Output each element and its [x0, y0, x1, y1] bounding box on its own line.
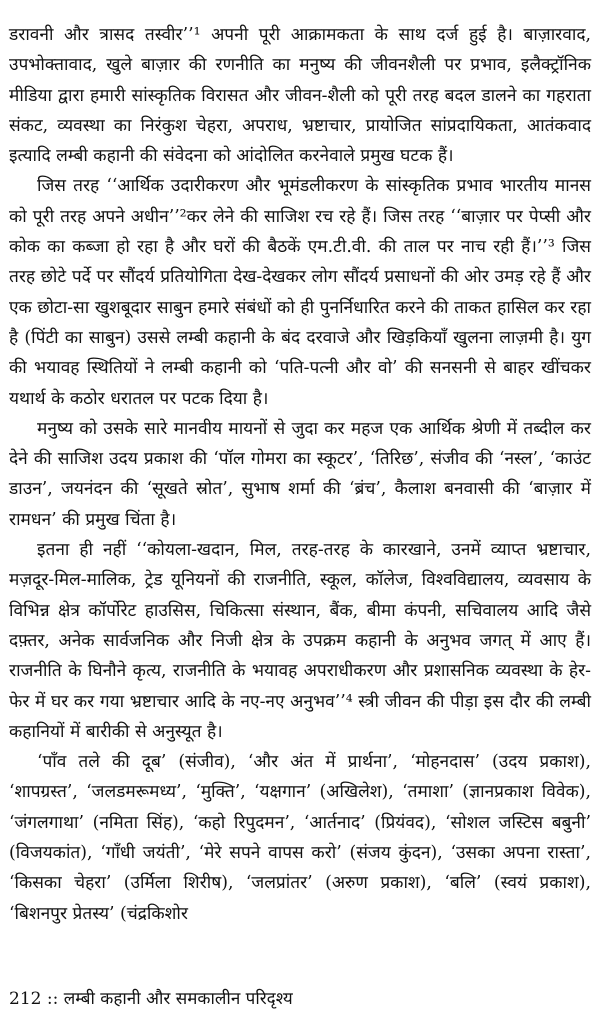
page-number: 212 — [9, 989, 42, 1009]
page-footer — [9, 987, 293, 1011]
paragraph-4: इतना ही नहीं ‘‘कोयला-खदान, मिल, तरह-तरह के कारखाने, उनमें व्याप्त भ्रष्टाचार, मज़दूर-मिल-मालिक, ट्रेड यूनियनों की राजनीति, स्कूल, कॉलेज, विश्वविद्यालय, व्यवसाय के विभिन्न क्षेत्र कॉर्पोरेट हाउसिस, चिकित्सा संस्थान, बैंक, बीमा कंपनी, सचिवालय आदि जैसे दफ़्तर, अनेक सार्वजनिक और निजी क्षेत्र के उपक्रम कहानी के अनुभव जगत् में आए हैं। राजनीति के घिनौने कृत्य, राजनीति के भयावह अपराधीकरण और प्रशासनिक व्यवस्था के हेर-फेर में घर कर गया भ्रष्टाचार आदि के नए-नए अनुभव’’⁴ स्त्री जीवन की पीड़ा इस दौर की लम्बी कहानियों में बारीकी से अनुस्यूत है। — [9, 540, 591, 742]
paragraph-1: डरावनी और त्रासद तस्वीर’’¹ अपनी पूरी आक्रामकता के साथ दर्ज हुई है। बाज़ारवाद, उपभोक्तावाद, खुले बाज़ार की रणनीति का मनुष्य की जीवनशैली पर प्रभाव, इलैक्ट्रॉनिक मीडिया द्वारा हमारी सांस्कृतिक विरासत और जीवन-शैली को पूरी तरह बदल डालने का गहराता संकट, व्यवस्था का निरंकुश चेहरा, अपराध, भ्रष्टाचार, प्रायोजित सांप्रदायिकता, आतंकवाद इत्यादि लम्बी कहानी की संवेदना को आंदोलित करनेवाले प्रमुख घटक हैं। — [9, 25, 591, 167]
footer-separator: :: — [46, 989, 59, 1009]
paragraph-2: जिस तरह ‘‘आर्थिक उदारीकरण और भूमंडलीकरण के सांस्कृतिक प्रभाव भारतीय मानस को पूरी तरह अपने अधीन’’²कर लेने की साजिश रच रहे हैं। जिस तरह ‘‘बाज़ार पर पेप्सी और कोक का कब्जा हो रहा है और घरों की बैठकें एम.टी.वी. की ताल पर नाच रही हैं।’’³ जिस तरह छोटे पर्दे पर सौंदर्य प्रतियोगिता देख-देखकर लोग सौंदर्य प्रसाधनों की ओर उमड़ रहे हैं और एक छोटा-सा खुशबूदार साबुन हमारे संबंधों को ही पुनर्निधारित करने की ताकत हासिल कर रहा है (पिंटी का साबुन) उससे लम्बी कहानी के बंद दरवाजे और खिड़कियाँ खुलना लाज़मी है। युग की भयावह स्थितियों ने लम्बी कहानी को ‘पति-पत्नी और वो’ की सनसनी से बाहर खींचकर यथार्थ के कठोर धरातल पर पटक दिया है। — [9, 176, 591, 409]
paragraph-3: मनुष्य को उसके सारे मानवीय मायनों से जुदा कर महज एक आर्थिक श्रेणी में तब्दील कर देने की साजिश उदय प्रकाश की ‘पॉल गोमरा का स्कूटर’, ‘तिरिछ’, संजीव की ‘नस्ल’, ‘काउंट डाउन’, जयनंदन की ‘सूखते स्रोत’, सुभाष शर्मा की ‘ब्रंच’, कैलाश बनवासी की ‘बाज़ार में रामधन’ की प्रमुख चिंता है। — [9, 418, 591, 530]
book-title: लम्बी कहानी और समकालीन परिदृश्य — [63, 989, 293, 1009]
paragraph-5: ‘पाँव तले की दूब’ (संजीव), ‘और अंत में प्रार्थना’, ‘मोहनदास’ (उदय प्रकाश), ‘शापग्रस्त’, ‘जलडमरूमध्य’, ‘मुक्ति’, ‘यक्षगान’ (अखिलेश), ‘तमाशा’ (ज्ञानप्रकाश विवेक), ‘जंगलगाथा’ (नमिता सिंह), ‘कहो रिपुदमन’, ‘आर्तनाद’ (प्रियंवद), ‘सोशल जस्टिस बबुनी’ (विजयकांत), ‘गाँधी जयंती’, ‘मेरे सपने वापस करो’ (संजय कुंदन), ‘उसका अपना रास्ता’, ‘किसका चेहरा’ (उर्मिला शिरीष), ‘जलप्रांतर’ (अरुण प्रकाश), ‘बलि’ (स्वयं प्रकाश), ‘बिशनपुर प्रेतस्य’ (चंद्रकिशोर — [9, 752, 591, 924]
